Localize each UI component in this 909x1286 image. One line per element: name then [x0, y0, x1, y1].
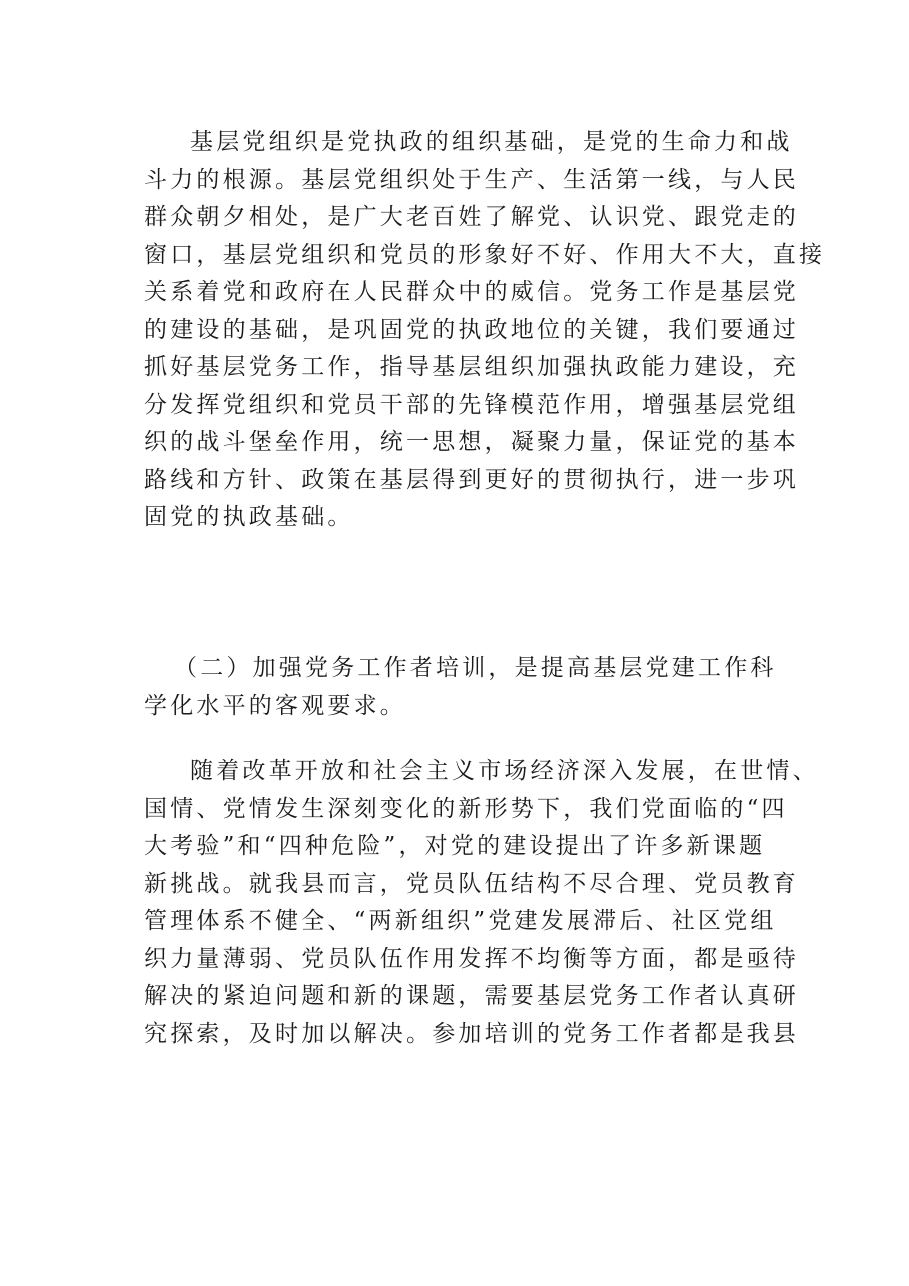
text-line: 新挑战。就我县而言，党员队伍结构不尽合理、党员教育 [144, 870, 799, 897]
text-line: 管理体系不健全、“两新组织”党建发展滞后、社区党组 [144, 908, 777, 934]
text-line: 解决的紧迫问题和新的课题，需要基层党务工作者认真研 [144, 983, 799, 1009]
text-line: 关系着党和政府在人民群众中的威信。党务工作是基层党 [144, 279, 799, 305]
text-line: 大考验”和“四种危险”，对党的建设提出了许多新课题 [144, 833, 766, 859]
text-line: 基层党组织是党执政的组织基础，是党的生命力和战 [190, 129, 793, 155]
text-line: 织的战斗堡垒作用，统一思想，凝聚力量，保证党的基本 [144, 429, 799, 455]
text-line: 窗口，基层党组织和党员的形象好不好、作用大不大，直接 [144, 241, 826, 268]
text-line: 斗力的根源。基层党组织处于生产、生活第一线，与人民 [144, 166, 799, 193]
text-line: 随着改革开放和社会主义市场经济深入发展，在世情、 [190, 758, 819, 784]
text-line: 的建设的基础，是巩固党的执政地位的关键，我们要通过 [144, 316, 799, 343]
text-line: 路线和方针、政策在基层得到更好的贯彻执行，进一步巩 [144, 466, 799, 493]
text-line: 织力量薄弱、党员队伍作用发挥不均衡等方面，都是亟待 [144, 945, 799, 972]
heading-line: （二）加强党务工作者培训，是提高基层党建工作科 [174, 655, 777, 681]
section-heading-2 [144, 650, 784, 725]
heading-line: 学化水平的客观要求。 [144, 692, 406, 719]
paragraph-reform-challenges [144, 753, 819, 1053]
text-line: 分发挥党组织和党员干部的先锋模范作用，增强基层党组 [144, 391, 799, 418]
text-line: 抓好基层党务工作，指导基层组织加强执政能力建设，充 [144, 354, 799, 380]
text-line: 国情、党情发生深刻变化的新形势下，我们党面临的“四 [144, 795, 788, 822]
text-line: 固党的执政基础。 [144, 504, 354, 530]
text-line: 究探索，及时加以解决。参加培训的党务工作者都是我县 [144, 1020, 799, 1047]
paragraph-party-foundation [144, 124, 826, 537]
text-line: 群众朝夕相处，是广大老百姓了解党、认识党、跟党走的 [144, 204, 799, 230]
